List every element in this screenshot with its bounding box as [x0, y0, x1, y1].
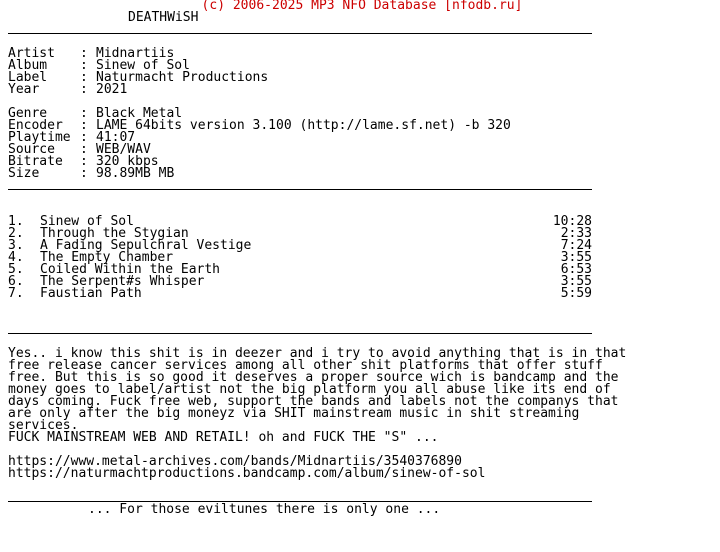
track-number: 2.	[8, 226, 24, 241]
tech-row-size	[8, 168, 712, 180]
track-number: 1.	[8, 214, 24, 229]
info-separator: :	[80, 82, 88, 97]
tech-value: WEB/WAV	[96, 142, 151, 157]
release-info	[8, 48, 712, 96]
copyright-banner: (c) 2006-2025 MP3 NFO Database [nfodb.ru]	[201, 0, 523, 13]
info-row-year	[8, 84, 712, 96]
track-number: 6.	[8, 274, 24, 289]
info-value: Sinew of Sol	[96, 58, 190, 73]
info-value: Midnartiis	[96, 46, 175, 61]
info-value: 2021	[96, 82, 128, 97]
tech-key: Source	[8, 142, 55, 157]
info-separator: :	[80, 58, 88, 73]
info-key: Year	[8, 82, 40, 97]
track-title: The Serpent#s Whisper	[40, 274, 205, 289]
divider	[8, 24, 712, 36]
link-metal-archives[interactable]: https://www.metal-archives.com/bands/Midnartiis/3540376890	[8, 454, 462, 469]
divider	[8, 180, 712, 192]
track-duration: 3:55	[560, 274, 592, 289]
tech-value: 41:07	[96, 130, 136, 145]
tech-separator: :	[80, 130, 88, 145]
info-key: Artist	[8, 46, 55, 61]
track-title: Through the Stygian	[40, 226, 189, 241]
nfo-document	[8, 0, 712, 516]
tech-separator: :	[80, 166, 88, 181]
track-number: 7.	[8, 286, 24, 301]
track-title: Coiled Within the Earth	[40, 262, 221, 277]
track-duration: 3:55	[560, 250, 592, 265]
info-separator: :	[80, 70, 88, 85]
tech-separator: :	[80, 154, 88, 169]
info-value: Naturmacht Productions	[96, 70, 269, 85]
divider	[8, 324, 712, 336]
tech-key: Size	[8, 166, 40, 181]
track-number: 3.	[8, 238, 24, 253]
tech-separator: :	[80, 106, 88, 121]
track-duration: 6:53	[560, 262, 592, 277]
track-number: 4.	[8, 250, 24, 265]
tech-key: Genre	[8, 106, 48, 121]
release-group: DEATHWiSH	[128, 10, 199, 25]
tech-key: Bitrate	[8, 154, 63, 169]
tracklist	[8, 216, 712, 300]
tech-key: Encoder	[8, 118, 63, 133]
link-bandcamp[interactable]: https://naturmachtproductions.bandcamp.com/album/sinew-of-sol	[8, 466, 486, 481]
track-number: 5.	[8, 262, 24, 277]
tech-value: 320 kbps	[96, 154, 159, 169]
track-title: Faustian Path	[40, 286, 142, 301]
tech-value: LAME 64bits version 3.100 (http://lame.sf.net) -b 320	[96, 118, 511, 133]
tech-info	[8, 108, 712, 180]
info-separator: :	[80, 46, 88, 61]
track-duration: 5:59	[560, 286, 592, 301]
info-key: Label	[8, 70, 48, 85]
track-title: Sinew of Sol	[40, 214, 134, 229]
tech-value: Black Metal	[96, 106, 183, 121]
track-duration: 2:33	[560, 226, 592, 241]
outro-text: ... For those eviltunes there is only one ...	[88, 502, 441, 517]
release-shout: FUCK MAINSTREAM WEB AND RETAIL! oh and FUCK THE "S" ...	[8, 430, 439, 445]
track-title: A Fading Sepulchral Vestige	[40, 238, 252, 253]
release-notes: Yes.. i know this shit is in deezer and i try to avoid anything that is in that free release cancer services among all other shit platforms that offer stuff free. But this is so good it deserves a proper source wich is bandcamp and the money goes to label/artist not the big platform you all abuse like its end of days coming. Fuck free web, support the bands and labels not the companys that are only after the big moneyz via SHIT mainstream music in shit streaming services.	[8, 346, 627, 433]
track-title: The Empty Chamber	[40, 250, 174, 265]
tech-separator: :	[80, 118, 88, 133]
track-duration: 10:28	[552, 214, 592, 229]
info-key: Album	[8, 58, 48, 73]
divider	[8, 492, 712, 504]
tech-value: 98.89MB MB	[96, 166, 175, 181]
track-duration: 7:24	[560, 238, 592, 253]
track-row	[8, 288, 592, 300]
tech-separator: :	[80, 142, 88, 157]
tech-key: Playtime	[8, 130, 71, 145]
